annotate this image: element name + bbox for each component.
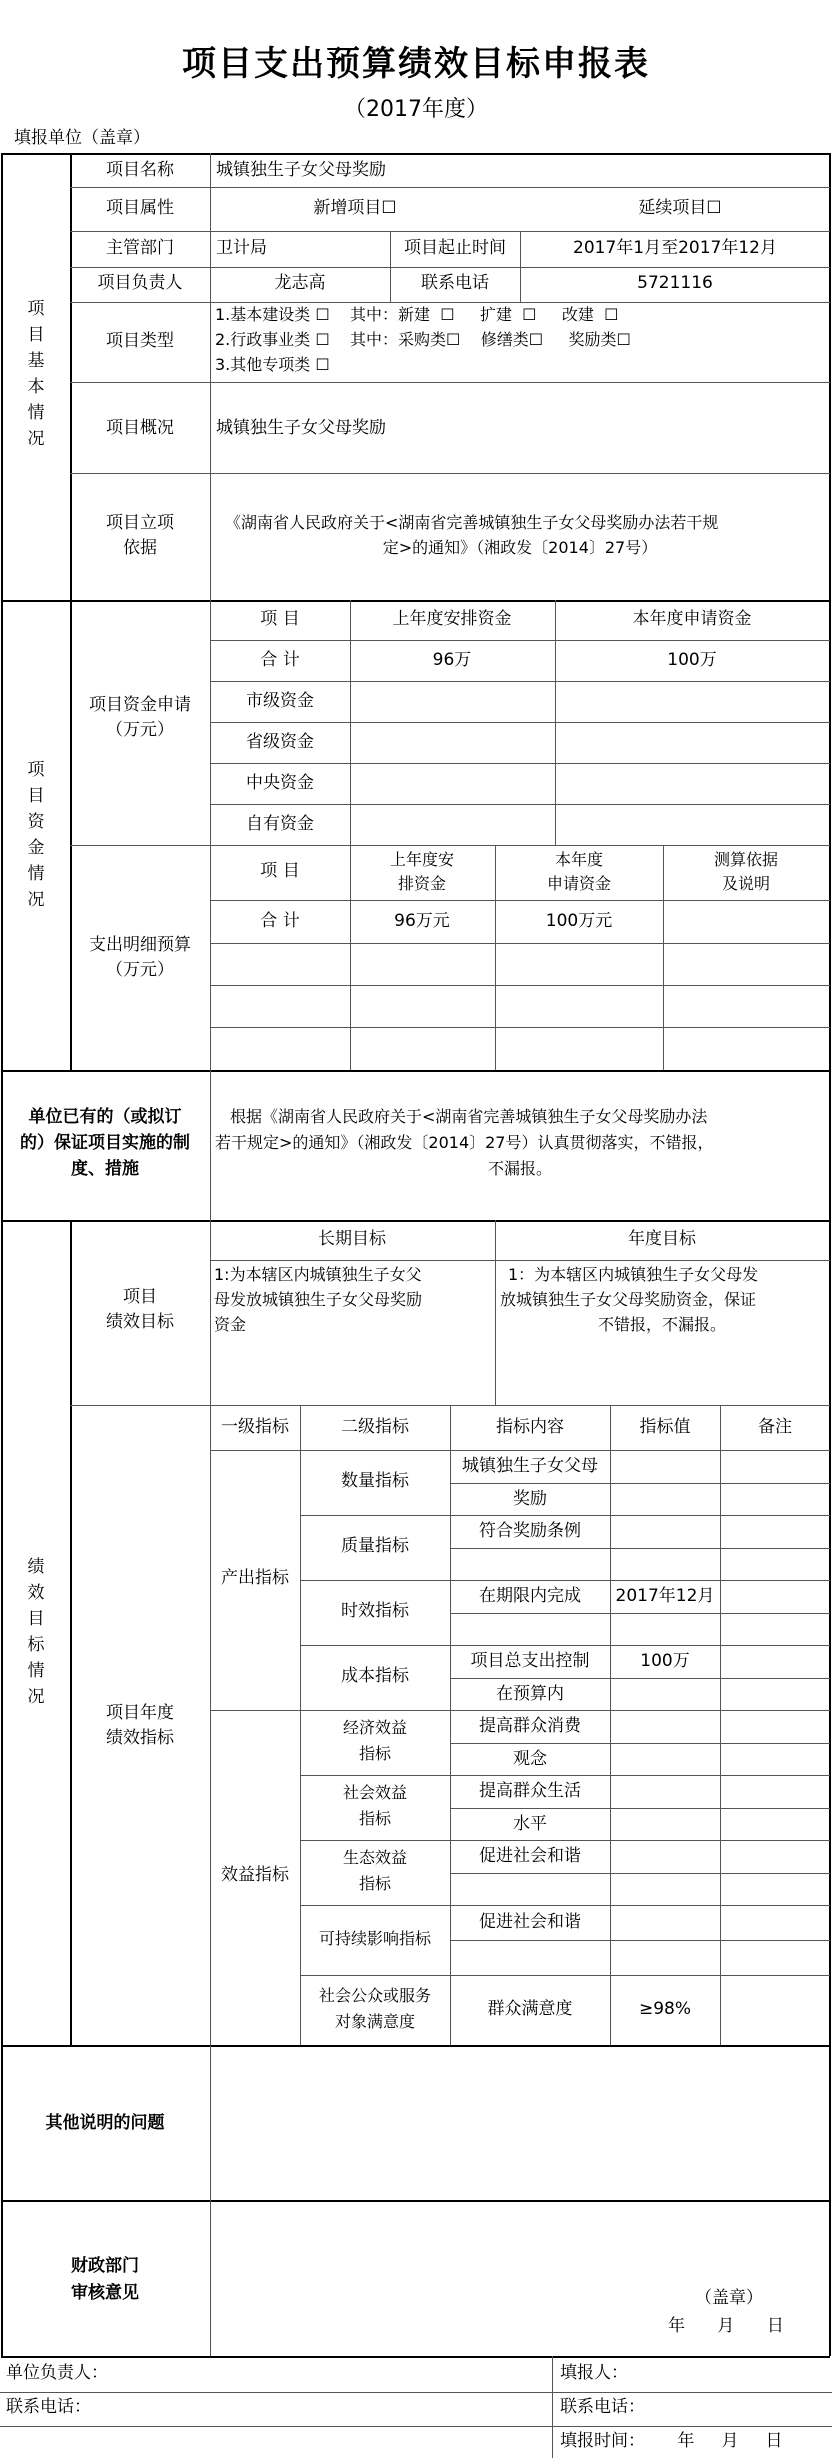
social-indicator-line-1: 社会效益 — [342, 1783, 408, 1802]
economic-indicator-line-1: 经济效益 — [342, 1718, 408, 1737]
social-content-line-2: 水平 — [513, 1814, 547, 1834]
guarantee-text-line-3: 不漏报。 — [487, 1159, 553, 1178]
other-notes-label: 其他说明的问题 — [45, 2113, 165, 2133]
benefit-indicator: 效益指标 — [221, 1865, 289, 1885]
detail-col-this-line-2: 申请资金 — [546, 874, 612, 893]
annual-goal-line-2: 放城镇独生子女父母奖励资金，保证 — [500, 1290, 757, 1309]
detail-total-last-year: 96万元 — [394, 911, 450, 931]
dept-label: 主管部门 — [106, 238, 174, 258]
phone-value: 5721116 — [637, 273, 713, 293]
output-indicator: 产出指标 — [221, 1568, 289, 1588]
apply-row-province: 省级资金 — [246, 732, 314, 752]
attr-continue-checkbox[interactable]: 延续项目☐ — [638, 198, 722, 218]
quantity-content-line-1: 城镇独生子女父母 — [462, 1456, 598, 1476]
ind-header-level1: 一级指标 — [221, 1417, 289, 1437]
sustainable-indicator: 可持续影响指标 — [318, 1929, 432, 1948]
detail-total-label: 合 计 — [260, 911, 300, 931]
guarantee-text-line-1: 根据《湖南省人民政府关于<湖南省完善城镇独生子女父母奖励办法 — [230, 1107, 708, 1126]
satisfaction-content: 群众满意度 — [487, 1999, 573, 2019]
economic-content-line-1: 提高群众消费 — [479, 1716, 581, 1736]
basis-label-line-1: 项目立项 — [106, 513, 174, 533]
satisfaction-indicator-line-2: 对象满意度 — [334, 2012, 416, 2031]
detail-col-basis-line-1: 测算依据 — [713, 850, 779, 869]
apply-col-this-year: 本年度申请资金 — [632, 609, 752, 629]
timeliness-indicator: 时效指标 — [341, 1601, 409, 1621]
review-date: 年 月 日 — [668, 2316, 784, 2336]
quality-indicator: 质量指标 — [341, 1536, 409, 1556]
guarantee-text-line-2: 若干规定>的通知》（湘政发〔2014〕27号）认真贯彻落实，不错报， — [215, 1133, 714, 1152]
overview-label: 项目概况 — [106, 418, 174, 438]
quantity-content-line-2: 奖励 — [513, 1489, 547, 1509]
footer-filler: 填报人： — [560, 2363, 628, 2383]
detail-col-this-line-1: 本年度 — [554, 850, 604, 869]
project-attr-label: 项目属性 — [106, 198, 174, 218]
annual-goal-header: 年度目标 — [628, 1229, 696, 1249]
basis-label-line-2: 依据 — [123, 538, 157, 558]
ind-header-level2: 二级指标 — [341, 1417, 409, 1437]
cost-indicator: 成本指标 — [341, 1666, 409, 1686]
guarantee-label-line-3: 度、措施 — [71, 1159, 139, 1179]
ecological-indicator-line-2: 指标 — [358, 1874, 392, 1893]
basis-text-line-2: 定>的通知》（湘政发〔2014〕27号） — [382, 538, 658, 557]
footer-phone-right: 联系电话： — [560, 2397, 645, 2417]
review-label-line-1: 财政部门 — [71, 2256, 139, 2276]
quality-content: 符合奖励条例 — [479, 1521, 581, 1541]
period-value: 2017年1月至2017年12月 — [573, 238, 777, 258]
page-subtitle-year: （2017年度） — [344, 97, 488, 122]
section-basic-info: 项目基本情况 — [27, 299, 45, 449]
phone-label: 联系电话 — [421, 273, 489, 293]
indicator-label-line-1: 项目年度 — [106, 1703, 174, 1723]
project-name-label: 项目名称 — [106, 160, 174, 180]
footer-date: 填报时间： 年 月 日 — [560, 2431, 783, 2451]
apply-row-city: 市级资金 — [246, 691, 314, 711]
basis-text-line-1: 《湖南省人民政府关于<湖南省完善城镇独生子女父母奖励办法若干规 — [225, 513, 719, 532]
cost-content-line-2: 在预算内 — [496, 1684, 564, 1704]
ecological-indicator-line-1: 生态效益 — [342, 1848, 408, 1867]
type-line-3: 3.其他专项类 ☐ — [215, 355, 330, 374]
economic-indicator-line-2: 指标 — [358, 1744, 392, 1763]
footer-phone-left: 联系电话： — [6, 2397, 91, 2417]
cost-value: 100万 — [640, 1651, 690, 1671]
detail-col-last-line-1: 上年度安 — [389, 850, 455, 869]
quantity-indicator: 数量指标 — [341, 1471, 409, 1491]
ind-header-content: 指标内容 — [496, 1417, 564, 1437]
goal-label-line-2: 绩效目标 — [106, 1312, 174, 1332]
detail-col-last-line-2: 排资金 — [397, 874, 447, 893]
section-funds: 项目资金情况 — [27, 760, 45, 910]
apply-row-own: 自有资金 — [246, 814, 314, 834]
type-label: 项目类型 — [106, 331, 174, 351]
long-term-goal-line-3: 资金 — [214, 1315, 247, 1334]
long-term-goal-line-1: 1:为本辖区内城镇独生子女父 — [214, 1265, 422, 1284]
guarantee-label-line-1: 单位已有的（或拟订 — [28, 1107, 182, 1127]
ind-header-note: 备注 — [758, 1417, 792, 1437]
detail-col-basis-line-2: 及说明 — [721, 874, 771, 893]
type-line-2: 2.行政事业类 ☐ 其中：采购类☐ 修缮类☐ 奖励类☐ — [215, 330, 631, 349]
guarantee-label-line-2: 的）保证项目实施的制 — [20, 1133, 190, 1153]
apply-col-item: 项 目 — [260, 609, 300, 629]
apply-label-line-1: 项目资金申请 — [89, 695, 191, 715]
page-title: 项目支出预算绩效目标申报表 — [182, 44, 650, 84]
apply-total-label: 合 计 — [260, 650, 300, 670]
overview-value: 城镇独生子女父母奖励 — [216, 418, 386, 438]
indicator-label-line-2: 绩效指标 — [106, 1728, 174, 1748]
social-content-line-1: 提高群众生活 — [479, 1781, 581, 1801]
goal-label-line-1: 项目 — [123, 1287, 157, 1307]
detail-label-line-2: （万元） — [106, 960, 174, 980]
timeliness-content: 在期限内完成 — [479, 1586, 581, 1606]
apply-total-this-year: 100万 — [667, 650, 717, 670]
dept-value: 卫计局 — [216, 238, 267, 258]
type-line-1: 1.基本建设类 ☐ 其中：新建 ☐ 扩建 ☐ 改建 ☐ — [215, 305, 619, 324]
timeliness-value: 2017年12月 — [615, 1586, 715, 1606]
long-term-goal-line-2: 母发放城镇独生子女父母奖励 — [214, 1290, 423, 1309]
review-seal: （盖章） — [695, 2288, 763, 2308]
ind-header-value: 指标值 — [639, 1417, 691, 1437]
project-name-value: 城镇独生子女父母奖励 — [216, 160, 386, 180]
sustainable-content: 促进社会和谐 — [479, 1912, 581, 1932]
satisfaction-value: ≥98% — [638, 1999, 692, 2019]
annual-goal-line-1: 1：为本辖区内城镇独生子女父母发 — [508, 1265, 759, 1284]
apply-label-line-2: （万元） — [106, 720, 174, 740]
detail-label-line-1: 支出明细预算 — [89, 935, 191, 955]
filling-unit-label: 填报单位（盖章） — [14, 128, 150, 148]
leader-label: 项目负责人 — [97, 273, 183, 293]
ecological-content: 促进社会和谐 — [479, 1846, 581, 1866]
footer-unit-leader: 单位负责人： — [6, 2363, 108, 2383]
detail-col-item: 项 目 — [260, 861, 300, 881]
cost-content-line-1: 项目总支出控制 — [470, 1651, 590, 1671]
apply-col-last-year: 上年度安排资金 — [392, 609, 512, 629]
apply-row-central: 中央资金 — [246, 773, 314, 793]
section-performance: 绩效目标情况 — [27, 1557, 45, 1707]
leader-value: 龙志高 — [274, 273, 326, 293]
annual-goal-line-3: 不错报，不漏报。 — [597, 1315, 727, 1334]
apply-total-last-year: 96万 — [432, 650, 472, 670]
review-label-line-2: 审核意见 — [71, 2283, 139, 2303]
period-label: 项目起止时间 — [404, 238, 506, 258]
economic-content-line-2: 观念 — [513, 1749, 547, 1769]
detail-total-this-year: 100万元 — [545, 911, 613, 931]
attr-new-checkbox[interactable]: 新增项目☐ — [313, 198, 397, 218]
social-indicator-line-2: 指标 — [358, 1809, 392, 1828]
long-term-goal-header: 长期目标 — [318, 1229, 386, 1249]
satisfaction-indicator-line-1: 社会公众或服务 — [318, 1986, 432, 2005]
